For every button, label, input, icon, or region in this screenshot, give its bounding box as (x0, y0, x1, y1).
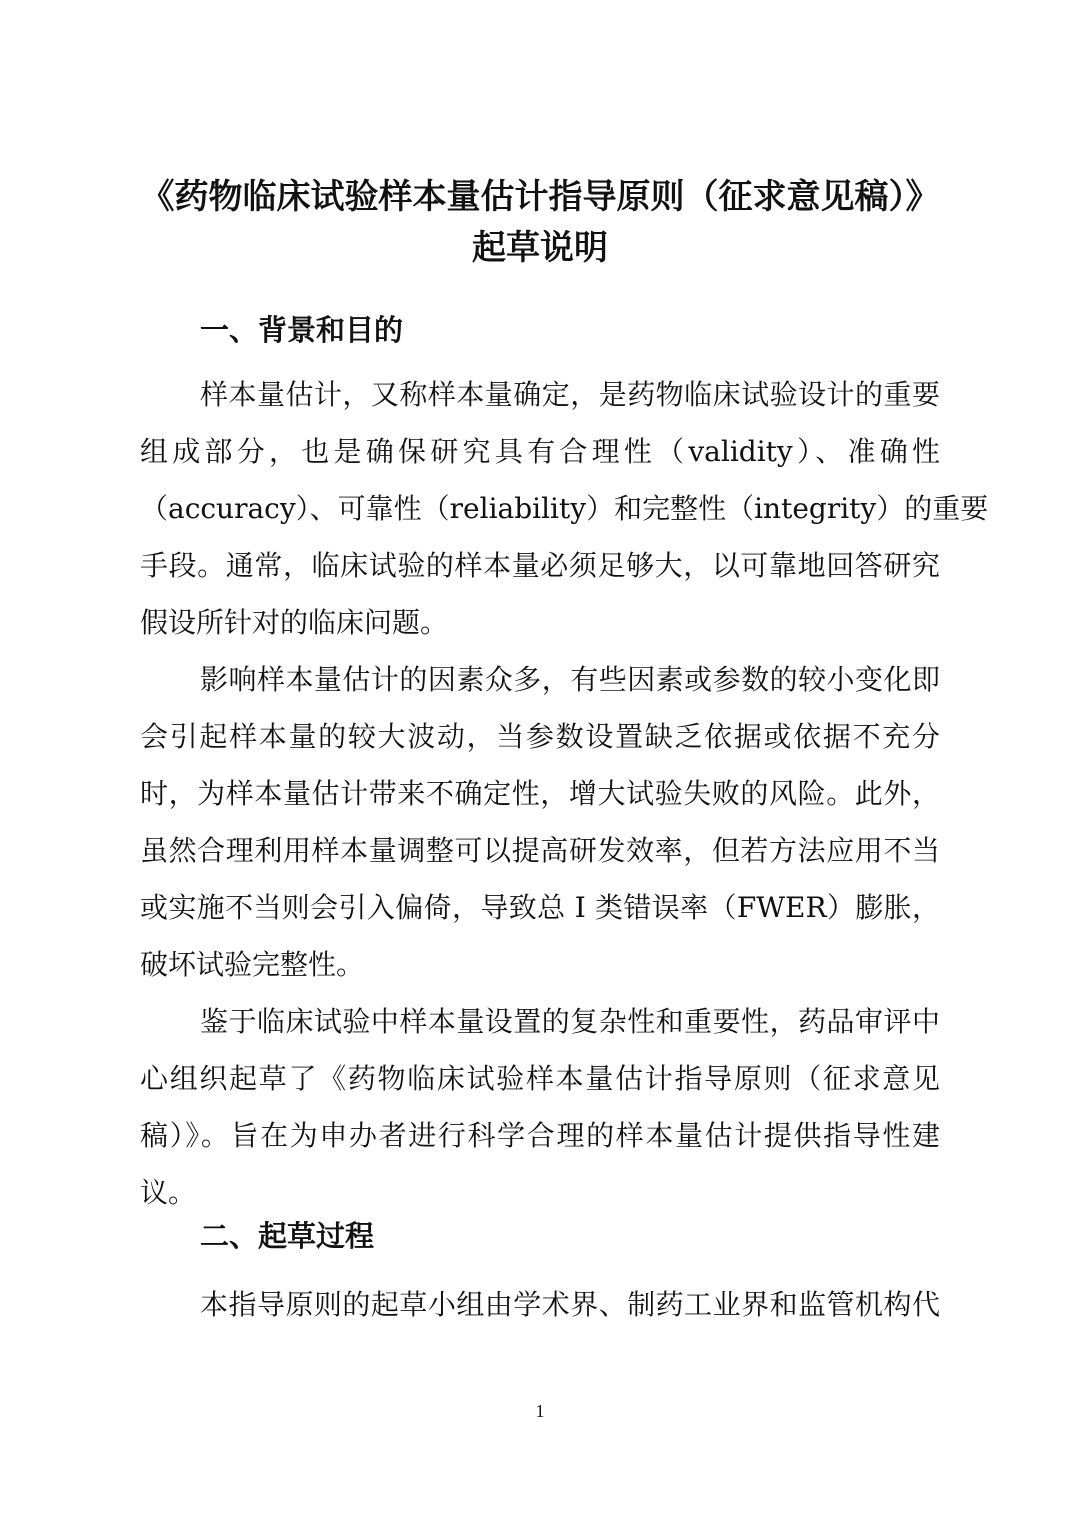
section-heading-background: 一、背景和目的 (200, 313, 404, 347)
paragraph-line: 心组织起草了《药物临床试验样本量估计指导原则（征求意见 (140, 1062, 940, 1095)
paragraph-line: 稿）》。旨在为申办者进行科学合理的样本量估计提供指导性建 (140, 1119, 940, 1152)
paragraph-line: 假设所针对的临床问题。 (140, 606, 449, 639)
paragraph-line: 鉴于临床试验中样本量设置的复杂性和重要性，药品审评中 (200, 1005, 940, 1038)
paragraph-line: 破坏试验完整性。 (140, 948, 365, 981)
paragraph-line: 或实施不当则会引入偏倚，导致总 I 类错误率（FWER）膨胀， (140, 891, 940, 924)
paragraph-line: （accuracy）、可靠性（reliability）和完整性（integrity）的重要 (140, 492, 989, 525)
paragraph-line: 组成部分，也是确保研究具有合理性（validity）、准确性 (140, 435, 940, 468)
paragraph-line: 本指导原则的起草小组由学术界、制药工业界和监管机构代 (200, 1288, 940, 1321)
paragraph-line: 会引起样本量的较大波动，当参数设置缺乏依据或依据不充分 (140, 720, 940, 753)
paragraph-line: 样本量估计，又称样本量确定，是药物临床试验设计的重要 (200, 378, 940, 411)
page-number: 1 (535, 1401, 545, 1421)
document-subtitle: 起草说明 (472, 228, 608, 268)
paragraph-line: 手段。通常，临床试验的样本量必须足够大，以可靠地回答研究 (140, 549, 940, 582)
paragraph-line: 虽然合理利用样本量调整可以提高研发效率，但若方法应用不当 (140, 834, 940, 867)
section-heading-process: 二、起草过程 (200, 1219, 375, 1253)
paragraph-line: 影响样本量估计的因素众多，有些因素或参数的较小变化即 (200, 663, 940, 696)
document-title: 《药物临床试验样本量估计指导原则（征求意见稿）》 (140, 177, 940, 217)
paragraph-line: 议。 (140, 1176, 197, 1209)
paragraph-line: 时，为样本量估计带来不确定性，增大试验失败的风险。此外， (140, 777, 940, 810)
